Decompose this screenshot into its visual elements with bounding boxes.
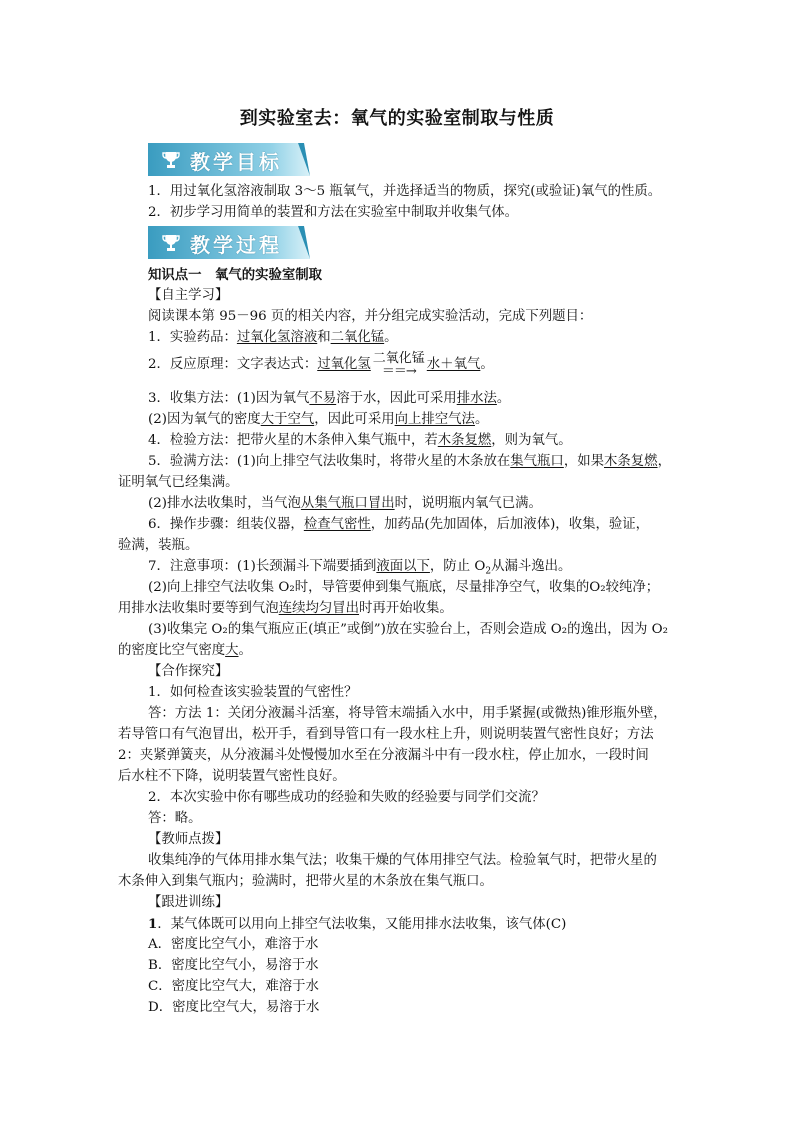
option-a: A．密度比空气小，难溶于水 xyxy=(148,937,319,952)
answer-1-line: 答：方法 1：关闭分液漏斗活塞，将导管末端插入水中，用手紧握(或微热)锥形瓶外壁， xyxy=(148,706,667,721)
exercise-1: 1．某气体既可以用向上排空气法收集，又能用排水法收集，该气体(C) xyxy=(148,916,567,932)
item-7c-cont: 的密度比空气密度大。 xyxy=(118,643,252,658)
option-b: B．密度比空气小，易溶于水 xyxy=(148,958,319,973)
option-c: C．密度比空气大，难溶于水 xyxy=(148,979,319,994)
self-study-heading: 【自主学习】 xyxy=(148,288,229,303)
teacher-text-line: 木条伸入到集气瓶内；验满时，把带火星的木条放在集气瓶口。 xyxy=(118,874,493,889)
item-2: 2．反应原理：文字表达式：过氧化氢 二氧化锰 ＝＝→ 水＋氧气。 xyxy=(148,350,494,379)
item-4: 4．检验方法：把带火星的木条伸入集气瓶中，若木条复燃，则为氧气。 xyxy=(148,433,572,448)
item-6-cont: 验满，装瓶。 xyxy=(118,538,199,553)
answer-1-line: 若导管口有气泡冒出，松开手，看到导管口有一段水柱上升，则说明装置气密性良好；方法 xyxy=(118,727,654,742)
trophy-icon xyxy=(161,233,181,253)
section-banner-process xyxy=(148,226,310,259)
section-banner-goals xyxy=(148,143,310,176)
item-5b: (2)排水法收集时，当气泡从集气瓶口冒出时，说明瓶内氧气已满。 xyxy=(148,496,542,511)
item-1: 1．实验药品：过氧化氢溶液和二氧化锰。 xyxy=(148,330,398,345)
knowledge-point-heading: 知识点一 氧气的实验室制取 xyxy=(148,267,323,283)
item-5a: 5．验满方法：(1)向上排空气法收集时，将带火星的木条放在集气瓶口，如果木条复燃， xyxy=(148,454,671,469)
option-d: D．密度比空气大，易溶于水 xyxy=(148,1000,320,1015)
item-3a: 3．收集方法：(1)因为氧气不易溶于水，因此可采用排水法。 xyxy=(148,391,511,406)
question-2: 2．本次实验中你有哪些成功的经验和失败的经验要与同学们交流？ xyxy=(148,790,545,805)
coop-heading: 【合作探究】 xyxy=(148,664,229,679)
page-title: 到实验室去：氧气的实验室制取与性质 xyxy=(239,108,555,129)
reading-intro: 阅读课本第 95－96 页的相关内容，并分组完成实验活动，完成下列题目： xyxy=(148,309,593,324)
item-5a-cont: 证明氧气已经集满。 xyxy=(118,475,239,490)
item-6: 6．操作步骤：组装仪器，检查气密性，加药品(先加固体，后加液体)，收集，验证， xyxy=(148,517,650,532)
practice-heading: 【跟进训练】 xyxy=(148,895,229,910)
item-7b: (2)向上排空气法收集 O₂时，导管要伸到集气瓶底，尽量排净空气，收集的O₂较纯净； xyxy=(148,580,660,595)
reaction-condition: 二氧化锰 ＝＝→ xyxy=(372,350,425,379)
item-7c: (3)收集完 O₂的集气瓶应正(填正”或倒”)放在实验台上，否则会造成 O₂的逸出，因为 O₂ xyxy=(148,622,669,637)
goal-line: 2．初步学习用简单的装置和方法在实验室中制取并收集气体。 xyxy=(148,205,519,220)
teacher-heading: 【教师点拨】 xyxy=(148,832,229,847)
banner-process-label: 教学过程 xyxy=(190,233,282,257)
answer-2: 答：略。 xyxy=(148,811,202,826)
answer-1-line: 2：夹紧弹簧夹，从分液漏斗处慢慢加水至在分液漏斗中有一段水柱，停止加水，一段时间 xyxy=(118,748,649,763)
goal-line: 1．用过氧化氢溶液制取 3～5 瓶氧气，并选择适当的物质，探究(或验证)氧气的性质。 xyxy=(148,184,662,199)
teacher-text-line: 收集纯净的气体用排水集气法；收集干燥的气体用排空气法。检验氧气时，把带火星的 xyxy=(148,853,657,868)
item-7a: 7．注意事项：(1)长颈漏斗下端要插到液面以下，防止 $O_2$从漏斗逸出。 xyxy=(148,559,572,577)
item-3b: (2)因为氧气的密度大于空气，因此可采用向上排空气法。 xyxy=(148,412,489,427)
question-1: 1．如何检查该实验装置的气密性？ xyxy=(148,685,358,700)
answer-1-line: 后水柱不下降，说明装置气密性良好。 xyxy=(118,769,346,784)
trophy-icon xyxy=(161,150,181,170)
banner-goals-label: 教学目标 xyxy=(190,150,282,174)
item-7b-cont: 用排水法收集时要等到气泡连续均匀冒出时再开始收集。 xyxy=(118,601,453,616)
